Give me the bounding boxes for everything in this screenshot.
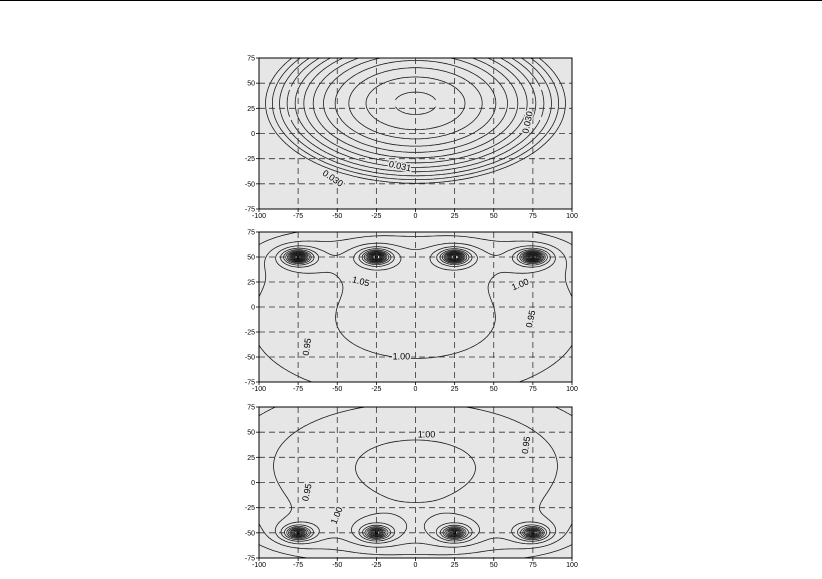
y-tick-label-5: -50 (244, 354, 255, 362)
contour-label-2: 1.00 (510, 276, 531, 293)
x-tick-label-1: -75 (293, 213, 304, 220)
x-tick-label-5: 25 (450, 386, 459, 393)
x-tick-label-7: 75 (528, 386, 537, 393)
x-tick-label-8: 100 (566, 386, 578, 393)
x-tick-label-4: 0 (413, 386, 418, 393)
x-tick-label-1: -75 (293, 386, 304, 393)
contour-label-3: 0.95 (523, 309, 538, 329)
x-tick-label-1: -75 (293, 562, 304, 569)
y-tick-label-5: -50 (244, 181, 255, 189)
y-tick-label-3: 0 (251, 480, 255, 487)
y-tick-label-1: 50 (247, 429, 255, 437)
x-tick-label-7: 75 (528, 562, 537, 569)
x-tick-label-6: 50 (489, 386, 498, 393)
y-tick-label-4: -25 (244, 505, 255, 513)
x-tick-label-6: 50 (489, 562, 498, 569)
contour-label-2: 0.95 (519, 435, 533, 455)
y-tick-label-4: -25 (244, 329, 255, 337)
y-tick-label-2: 25 (247, 105, 255, 113)
y-tick-label-6: -75 (244, 379, 255, 387)
x-tick-label-8: 100 (566, 213, 578, 220)
y-tick-label-2: 25 (247, 454, 255, 462)
contour-label-4: 0.95 (300, 337, 314, 357)
y-tick-label-3: 0 (251, 304, 255, 312)
x-tick-label-2: -50 (332, 562, 343, 569)
x-tick-label-3: -25 (371, 213, 382, 220)
x-tick-label-0: -100 (251, 562, 267, 569)
y-tick-label-3: 0 (251, 131, 255, 138)
x-tick-label-3: -25 (371, 386, 382, 393)
y-tick-label-6: -75 (244, 206, 255, 214)
y-tick-label-5: -50 (244, 530, 255, 538)
contour-panel-3 (245, 405, 578, 570)
contour-panel-1 (245, 56, 578, 221)
contour-label-1: 1.05 (351, 274, 371, 289)
contour-label-3: 0.95 (300, 482, 314, 503)
contour-label-1: 0.031 (387, 158, 413, 174)
y-tick-label-0: 75 (247, 229, 255, 237)
x-tick-label-0: -100 (251, 213, 267, 220)
x-tick-label-4: 0 (413, 213, 418, 220)
y-tick-label-1: 50 (247, 80, 255, 88)
y-tick-label-0: 75 (247, 404, 255, 412)
x-tick-label-7: 75 (528, 213, 537, 220)
contour-label-3: 0.030 (520, 110, 535, 135)
x-tick-label-2: -50 (332, 213, 343, 220)
x-tick-label-6: 50 (489, 213, 498, 220)
contour-label-4: 1.00 (328, 505, 345, 526)
contour-label-1: 1.00 (417, 429, 436, 440)
contour-label-2: 0.030 (320, 167, 346, 189)
x-tick-label-0: -100 (251, 386, 267, 393)
x-tick-label-3: -25 (371, 562, 382, 569)
y-tick-label-1: 50 (247, 254, 255, 262)
y-tick-label-6: -75 (244, 555, 255, 563)
contour-panel-2 (245, 230, 578, 394)
y-tick-label-0: 75 (247, 55, 255, 63)
x-tick-label-4: 0 (413, 562, 418, 569)
contour-label-5: 1.00 (392, 351, 411, 362)
x-tick-label-5: 25 (450, 213, 459, 220)
y-tick-label-2: 25 (247, 279, 255, 287)
x-tick-label-8: 100 (566, 562, 578, 569)
x-tick-label-5: 25 (450, 562, 459, 569)
y-tick-label-4: -25 (244, 156, 255, 164)
x-tick-label-2: -50 (332, 386, 343, 393)
